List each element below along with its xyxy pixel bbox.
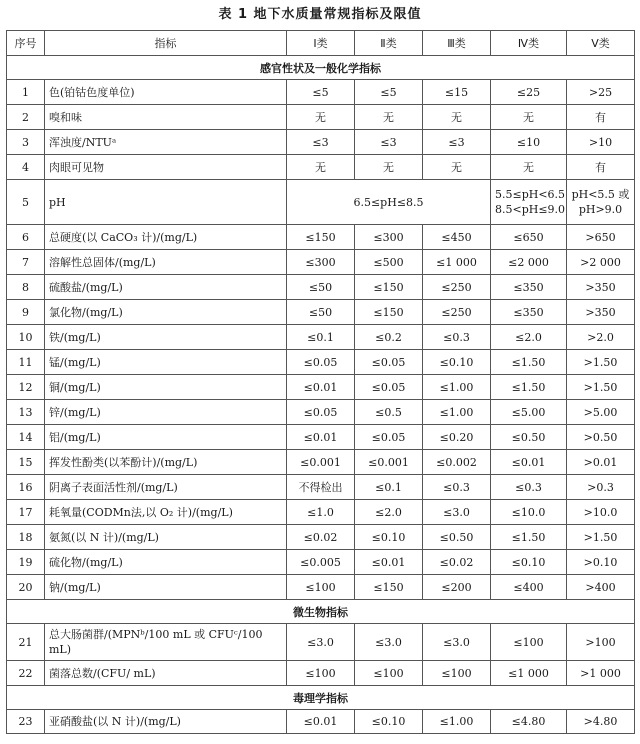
class-2-value: ≤0.5 — [355, 400, 423, 425]
class-5-value: >2 000 — [567, 250, 635, 275]
section-heading: 毒理学指标 — [7, 686, 635, 710]
class-1-value: ≤150 — [287, 225, 355, 250]
class-2-value: ≤3 — [355, 130, 423, 155]
class-5-value: >400 — [567, 575, 635, 600]
row-number: 23 — [7, 710, 45, 734]
table-row — [7, 575, 635, 600]
row-number: 11 — [7, 350, 45, 375]
class-3-value: ≤250 — [423, 300, 491, 325]
row-number: 1 — [7, 80, 45, 105]
class-4-value: ≤650 — [491, 225, 567, 250]
class-1-value: ≤100 — [287, 661, 355, 686]
section-row — [7, 56, 635, 80]
row-number: 22 — [7, 661, 45, 686]
class-1-value: ≤50 — [287, 300, 355, 325]
class-4-value: ≤350 — [491, 275, 567, 300]
class-5-value: >1.50 — [567, 350, 635, 375]
table-row — [7, 375, 635, 400]
indicator-name: 总硬度(以 CaCO₃ 计)/(mg/L) — [45, 225, 287, 250]
class-5-value: >10.0 — [567, 500, 635, 525]
class-3-value: ≤0.3 — [423, 325, 491, 350]
class-5-value: >2.0 — [567, 325, 635, 350]
class-4-value: ≤25 — [491, 80, 567, 105]
class-1-value: ≤0.05 — [287, 350, 355, 375]
class-3-value: ≤1 000 — [423, 250, 491, 275]
class-3-value: 无 — [423, 105, 491, 130]
class-1-value: 无 — [287, 105, 355, 130]
class-3-value: ≤3 — [423, 130, 491, 155]
header-cell: Ⅱ类 — [355, 31, 423, 56]
class-3-value: ≤0.3 — [423, 475, 491, 500]
class-4-value: 无 — [491, 155, 567, 180]
class-5-value: >0.50 — [567, 425, 635, 450]
class-2-value: ≤150 — [355, 575, 423, 600]
indicator-name: 菌落总数/(CFU/ mL) — [45, 661, 287, 686]
table-row — [7, 180, 635, 225]
header-cell: Ⅳ类 — [491, 31, 567, 56]
class-3-value: ≤0.50 — [423, 525, 491, 550]
table-row — [7, 275, 635, 300]
class-2-value: 无 — [355, 155, 423, 180]
class-5-value: >350 — [567, 300, 635, 325]
class-1-value: ≤0.005 — [287, 550, 355, 575]
class-3-value: ≤1.00 — [423, 710, 491, 734]
class-3-value: ≤15 — [423, 80, 491, 105]
table-row — [7, 400, 635, 425]
row-number: 7 — [7, 250, 45, 275]
class-4-value: ≤0.3 — [491, 475, 567, 500]
indicator-name: 氨氮(以 N 计)/(mg/L) — [45, 525, 287, 550]
row-number: 4 — [7, 155, 45, 180]
class-4-value: 无 — [491, 105, 567, 130]
class-3-value: ≤0.002 — [423, 450, 491, 475]
indicator-name: 氯化物/(mg/L) — [45, 300, 287, 325]
indicator-name: pH — [45, 180, 287, 225]
class-2-value: ≤0.05 — [355, 425, 423, 450]
table-row — [7, 475, 635, 500]
class-5-value: >0.3 — [567, 475, 635, 500]
class-2-value: ≤3.0 — [355, 624, 423, 661]
class-3-value: ≤0.02 — [423, 550, 491, 575]
indicator-name: 铜/(mg/L) — [45, 375, 287, 400]
row-number: 8 — [7, 275, 45, 300]
table-row — [7, 325, 635, 350]
row-number: 21 — [7, 624, 45, 661]
class-4-value: ≤1 000 — [491, 661, 567, 686]
indicator-name: 色(铂钴色度单位) — [45, 80, 287, 105]
class-5-value: >4.80 — [567, 710, 635, 734]
table-row — [7, 550, 635, 575]
row-number: 5 — [7, 180, 45, 225]
class-1-value: ≤0.1 — [287, 325, 355, 350]
class-4-value: ≤0.10 — [491, 550, 567, 575]
class-1-value: 无 — [287, 155, 355, 180]
class-2-value: ≤0.1 — [355, 475, 423, 500]
class-1-value: ≤0.01 — [287, 710, 355, 734]
class-4-value: ≤400 — [491, 575, 567, 600]
class-1-value: ≤300 — [287, 250, 355, 275]
class-2-value: ≤100 — [355, 661, 423, 686]
indicator-name: 硫酸盐/(mg/L) — [45, 275, 287, 300]
table-row — [7, 624, 635, 661]
class-1-value: ≤0.02 — [287, 525, 355, 550]
class-2-value: ≤0.05 — [355, 350, 423, 375]
row-number: 19 — [7, 550, 45, 575]
class-4-value: ≤5.00 — [491, 400, 567, 425]
class-3-value: ≤200 — [423, 575, 491, 600]
row-number: 12 — [7, 375, 45, 400]
indicator-name: 溶解性总固体/(mg/L) — [45, 250, 287, 275]
class-2-value: ≤2.0 — [355, 500, 423, 525]
class-2-value: ≤0.10 — [355, 525, 423, 550]
header-cell: Ⅰ类 — [287, 31, 355, 56]
indicator-name: 耗氧量(CODMn法,以 O₂ 计)/(mg/L) — [45, 500, 287, 525]
class-5-value: >25 — [567, 80, 635, 105]
table-row — [7, 105, 635, 130]
class-5-value: >650 — [567, 225, 635, 250]
class-3-value: ≤0.10 — [423, 350, 491, 375]
class-3-value: ≤450 — [423, 225, 491, 250]
indicator-name: 亚硝酸盐(以 N 计)/(mg/L) — [45, 710, 287, 734]
class-5-value: >0.10 — [567, 550, 635, 575]
row-number: 15 — [7, 450, 45, 475]
class-4-value: ≤1.50 — [491, 375, 567, 400]
header-cell: 序号 — [7, 31, 45, 56]
indicator-name: 铝/(mg/L) — [45, 425, 287, 450]
header-cell: 指标 — [45, 31, 287, 56]
class-2-value: ≤150 — [355, 300, 423, 325]
section-row — [7, 600, 635, 624]
class-2-value: ≤0.01 — [355, 550, 423, 575]
indicator-name: 铁/(mg/L) — [45, 325, 287, 350]
class-3-value: ≤3.0 — [423, 500, 491, 525]
class-3-value: ≤0.20 — [423, 425, 491, 450]
class-2-value: ≤300 — [355, 225, 423, 250]
indicator-name: 硫化物/(mg/L) — [45, 550, 287, 575]
table-row — [7, 661, 635, 686]
class-1-value: ≤0.05 — [287, 400, 355, 425]
class-3-value: ≤250 — [423, 275, 491, 300]
class-1-value: 不得检出 — [287, 475, 355, 500]
class-5-value: 有 — [567, 105, 635, 130]
class-4-value: ≤0.01 — [491, 450, 567, 475]
class-5-value: >350 — [567, 275, 635, 300]
class-4-value: 5.5≤pH<6.5 8.5<pH≤9.0 — [491, 180, 567, 225]
table-row — [7, 710, 635, 734]
table-row — [7, 350, 635, 375]
table-row — [7, 225, 635, 250]
class-5-value: >1.50 — [567, 525, 635, 550]
class-4-value: ≤100 — [491, 624, 567, 661]
section-row — [7, 686, 635, 710]
header-row — [7, 31, 635, 56]
section-heading: 微生物指标 — [7, 600, 635, 624]
table-row — [7, 250, 635, 275]
class-2-value: 无 — [355, 105, 423, 130]
class-3-value: ≤1.00 — [423, 400, 491, 425]
class-3-value: ≤100 — [423, 661, 491, 686]
class-1-3-value: 6.5≤pH≤8.5 — [287, 180, 491, 225]
class-4-value: ≤4.80 — [491, 710, 567, 734]
row-number: 18 — [7, 525, 45, 550]
class-4-value: ≤2.0 — [491, 325, 567, 350]
class-5-value: >5.00 — [567, 400, 635, 425]
row-number: 16 — [7, 475, 45, 500]
indicator-name: 总大肠菌群/(MPNᵇ/100 mL 或 CFUᶜ/100 mL) — [45, 624, 287, 661]
row-number: 17 — [7, 500, 45, 525]
table-row — [7, 425, 635, 450]
table-row — [7, 500, 635, 525]
table-row — [7, 450, 635, 475]
class-2-value: ≤0.10 — [355, 710, 423, 734]
groundwater-quality-table — [6, 30, 635, 734]
table-row — [7, 130, 635, 155]
class-4-value: ≤10 — [491, 130, 567, 155]
header-cell: Ⅲ类 — [423, 31, 491, 56]
class-1-value: ≤1.0 — [287, 500, 355, 525]
row-number: 3 — [7, 130, 45, 155]
class-5-value: >0.01 — [567, 450, 635, 475]
indicator-name: 浑浊度/NTUᵃ — [45, 130, 287, 155]
indicator-name: 阴离子表面活性剂/(mg/L) — [45, 475, 287, 500]
row-number: 9 — [7, 300, 45, 325]
indicator-name: 嗅和味 — [45, 105, 287, 130]
row-number: 6 — [7, 225, 45, 250]
table-row — [7, 300, 635, 325]
class-1-value: ≤50 — [287, 275, 355, 300]
row-number: 2 — [7, 105, 45, 130]
class-1-value: ≤0.01 — [287, 375, 355, 400]
class-5-value: pH<5.5 或 pH>9.0 — [567, 180, 635, 225]
class-3-value: 无 — [423, 155, 491, 180]
class-3-value: ≤3.0 — [423, 624, 491, 661]
class-2-value: ≤5 — [355, 80, 423, 105]
row-number: 20 — [7, 575, 45, 600]
section-heading: 感官性状及一般化学指标 — [7, 56, 635, 80]
row-number: 13 — [7, 400, 45, 425]
class-4-value: ≤1.50 — [491, 350, 567, 375]
class-1-value: ≤100 — [287, 575, 355, 600]
indicator-name: 钠/(mg/L) — [45, 575, 287, 600]
table-title: 表 1 地下水质量常规指标及限值 — [218, 7, 422, 22]
class-2-value: ≤500 — [355, 250, 423, 275]
class-5-value: >1 000 — [567, 661, 635, 686]
class-1-value: ≤5 — [287, 80, 355, 105]
indicator-name: 挥发性酚类(以苯酚计)/(mg/L) — [45, 450, 287, 475]
class-1-value: ≤3 — [287, 130, 355, 155]
class-5-value: >100 — [567, 624, 635, 661]
table-body — [7, 31, 635, 734]
class-5-value: >10 — [567, 130, 635, 155]
class-2-value: ≤0.2 — [355, 325, 423, 350]
class-4-value: ≤2 000 — [491, 250, 567, 275]
indicator-name: 肉眼可见物 — [45, 155, 287, 180]
indicator-name: 锰/(mg/L) — [45, 350, 287, 375]
row-number: 14 — [7, 425, 45, 450]
class-4-value: ≤1.50 — [491, 525, 567, 550]
class-5-value: 有 — [567, 155, 635, 180]
class-5-value: >1.50 — [567, 375, 635, 400]
table-row — [7, 80, 635, 105]
table-row — [7, 155, 635, 180]
table-row — [7, 525, 635, 550]
class-2-value: ≤0.001 — [355, 450, 423, 475]
class-1-value: ≤0.001 — [287, 450, 355, 475]
class-2-value: ≤0.05 — [355, 375, 423, 400]
class-4-value: ≤10.0 — [491, 500, 567, 525]
class-2-value: ≤150 — [355, 275, 423, 300]
row-number: 10 — [7, 325, 45, 350]
header-cell: Ⅴ类 — [567, 31, 635, 56]
class-4-value: ≤0.50 — [491, 425, 567, 450]
class-3-value: ≤1.00 — [423, 375, 491, 400]
class-4-value: ≤350 — [491, 300, 567, 325]
indicator-name: 锌/(mg/L) — [45, 400, 287, 425]
class-1-value: ≤3.0 — [287, 624, 355, 661]
class-1-value: ≤0.01 — [287, 425, 355, 450]
